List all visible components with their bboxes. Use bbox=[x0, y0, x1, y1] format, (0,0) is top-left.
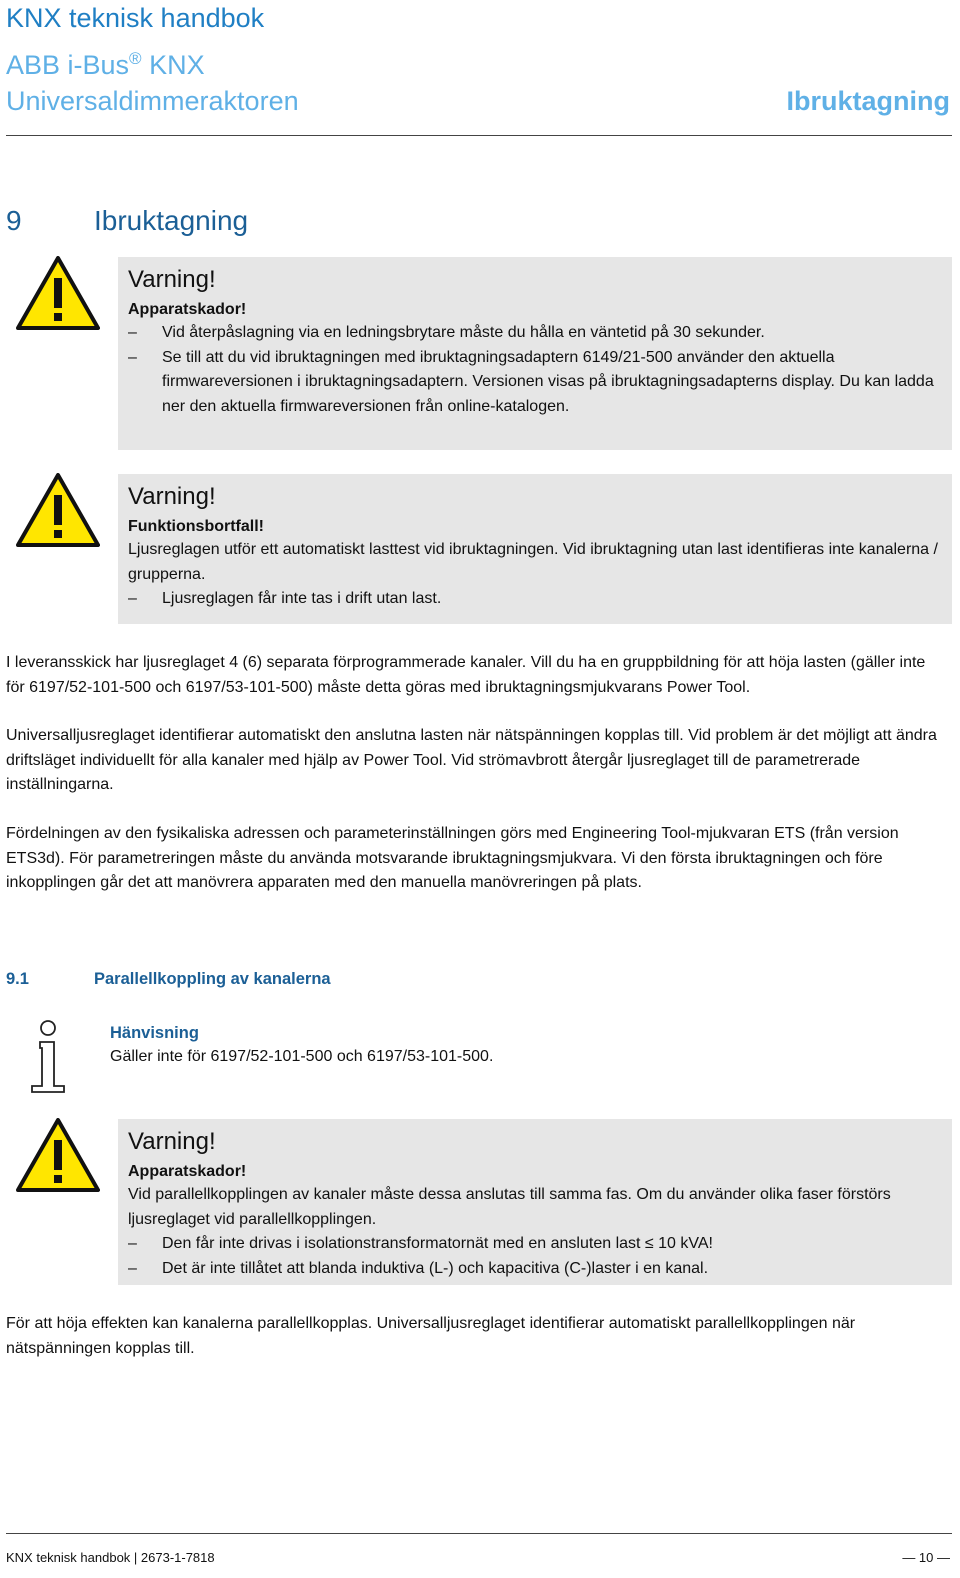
bullet-dash: – bbox=[128, 348, 137, 366]
registered-mark: ® bbox=[129, 49, 142, 68]
note-text: Gäller inte för 6197/52-101-500 och 6197/53-101-500. bbox=[110, 1048, 494, 1065]
warning-triangle-icon bbox=[16, 256, 100, 330]
header-product-tail: KNX bbox=[149, 50, 205, 80]
header-product: ABB i-Bus bbox=[6, 50, 130, 80]
chapter-heading bbox=[6, 205, 248, 237]
warning-triangle-icon bbox=[16, 1118, 100, 1192]
section-title: Parallellkoppling av kanalerna bbox=[94, 970, 331, 988]
section-heading bbox=[6, 970, 331, 989]
note-title: Hänvisning bbox=[110, 1024, 199, 1042]
warning-box-1 bbox=[118, 257, 952, 450]
warning-subtitle: Apparatskador! bbox=[128, 301, 247, 318]
bullet-dash: – bbox=[128, 1235, 137, 1252]
warning-bullet bbox=[128, 1257, 940, 1282]
bullet-dash: – bbox=[128, 1259, 137, 1277]
body-paragraph: Fördelningen av den fysikaliska adressen och parameterinställningen görs med Engineering Tool-mjukvaran ETS (från version ETS3d). För parametreringen måste du använda motsvarande ibruktagningsmjukvara. Vi den första ibruktagningen och före inkopplingen går det att manövrera apparaten med den manuella manövreringen på plats. bbox=[6, 825, 899, 891]
note-block bbox=[110, 1021, 493, 1069]
bullet-dash: – bbox=[128, 324, 137, 341]
bullet-text: Det är inte tillåtet att blanda induktiva (L-) och kapacitiva (C-)laster i en kanal. bbox=[162, 1259, 709, 1277]
header-divider bbox=[6, 135, 952, 136]
bullet-dash: – bbox=[128, 590, 137, 607]
warning-bullet bbox=[128, 587, 940, 612]
body-paragraph: Universalljusreglaget identifierar automatiskt den anslutna lasten när nätspänningen kopplas till. Vid problem är det möjligt att ändra driftsläget individuellt för alla kanaler med hjälp av Power Tool. Vid strömavbrott återgår ljusreglaget till de parametrerade inställningarna. bbox=[6, 727, 937, 793]
warning-box-3 bbox=[118, 1119, 952, 1285]
page-number: — 10 — bbox=[902, 1550, 950, 1565]
footer-doc-id: KNX teknisk handbok | 2673-1-7818 bbox=[6, 1550, 215, 1565]
bullet-text: Se till att du vid ibruktagningen med ibruktagningsadaptern 6149/21-500 använder den aktuella firmwareversionen i ibruktagningsadaptern. Versionen visas på ibruktagningsadapterns display. Du kan ladda ner den aktuella firmwareversionen från online-katalogen. bbox=[162, 348, 934, 415]
body-paragraph: I leveransskick har ljusreglaget 4 (6) separata förprogrammerade kanaler. Vill du ha en gruppbildning för att höja lasten (gäller inte för 6197/52-101-500 och 6197/53-101-500) måste detta göras med ibruktagningsmjukvarans Power Tool. bbox=[6, 654, 926, 696]
warning-box-2 bbox=[118, 474, 952, 624]
warning-bullet bbox=[128, 346, 940, 420]
warning-bullet bbox=[128, 321, 940, 346]
footer-divider bbox=[6, 1533, 952, 1534]
header-doc-title: KNX teknisk handbok bbox=[6, 3, 265, 33]
warning-bullet bbox=[128, 1232, 940, 1257]
bullet-text: Vid återpåslagning via en ledningsbrytare måste du hålla en väntetid på 30 sekunder. bbox=[162, 324, 765, 341]
warning-title: Varning! bbox=[128, 1128, 216, 1155]
header-section-name: Ibruktagning bbox=[786, 86, 950, 116]
header-device-name: Universaldimmeraktoren bbox=[6, 86, 299, 116]
warning-text: Vid parallellkopplingen av kanaler måste dessa anslutas till samma fas. Om du använder olika faser förstörs ljusreglaget vid parallellkopplingen. bbox=[128, 1186, 891, 1228]
warning-subtitle: Apparatskador! bbox=[128, 1163, 247, 1180]
body-paragraph: För att höja effekten kan kanalerna parallellkopplas. Universalljusreglaget identifierar automatiskt parallellkopplingen när nätspänningen kopplas till. bbox=[6, 1315, 856, 1357]
section-number: 9.1 bbox=[6, 970, 29, 988]
chapter-number: 9 bbox=[6, 205, 22, 236]
warning-title: Varning! bbox=[128, 483, 216, 510]
chapter-title: Ibruktagning bbox=[94, 205, 249, 236]
info-icon bbox=[28, 1018, 68, 1094]
warning-triangle-icon bbox=[16, 473, 100, 547]
bullet-text: Den får inte drivas i isolationstransformatornät med en ansluten last ≤ 10 kVA! bbox=[162, 1235, 713, 1252]
warning-title: Varning! bbox=[128, 266, 216, 293]
warning-text: Ljusreglagen utför ett automatiskt lasttest vid ibruktagningen. Vid ibruktagning utan last identifieras inte kanalerna / grupperna. bbox=[128, 541, 938, 583]
header-product-line bbox=[6, 44, 205, 80]
warning-subtitle: Funktionsbortfall! bbox=[128, 518, 264, 535]
bullet-text: Ljusreglagen får inte tas i drift utan last. bbox=[162, 590, 442, 607]
